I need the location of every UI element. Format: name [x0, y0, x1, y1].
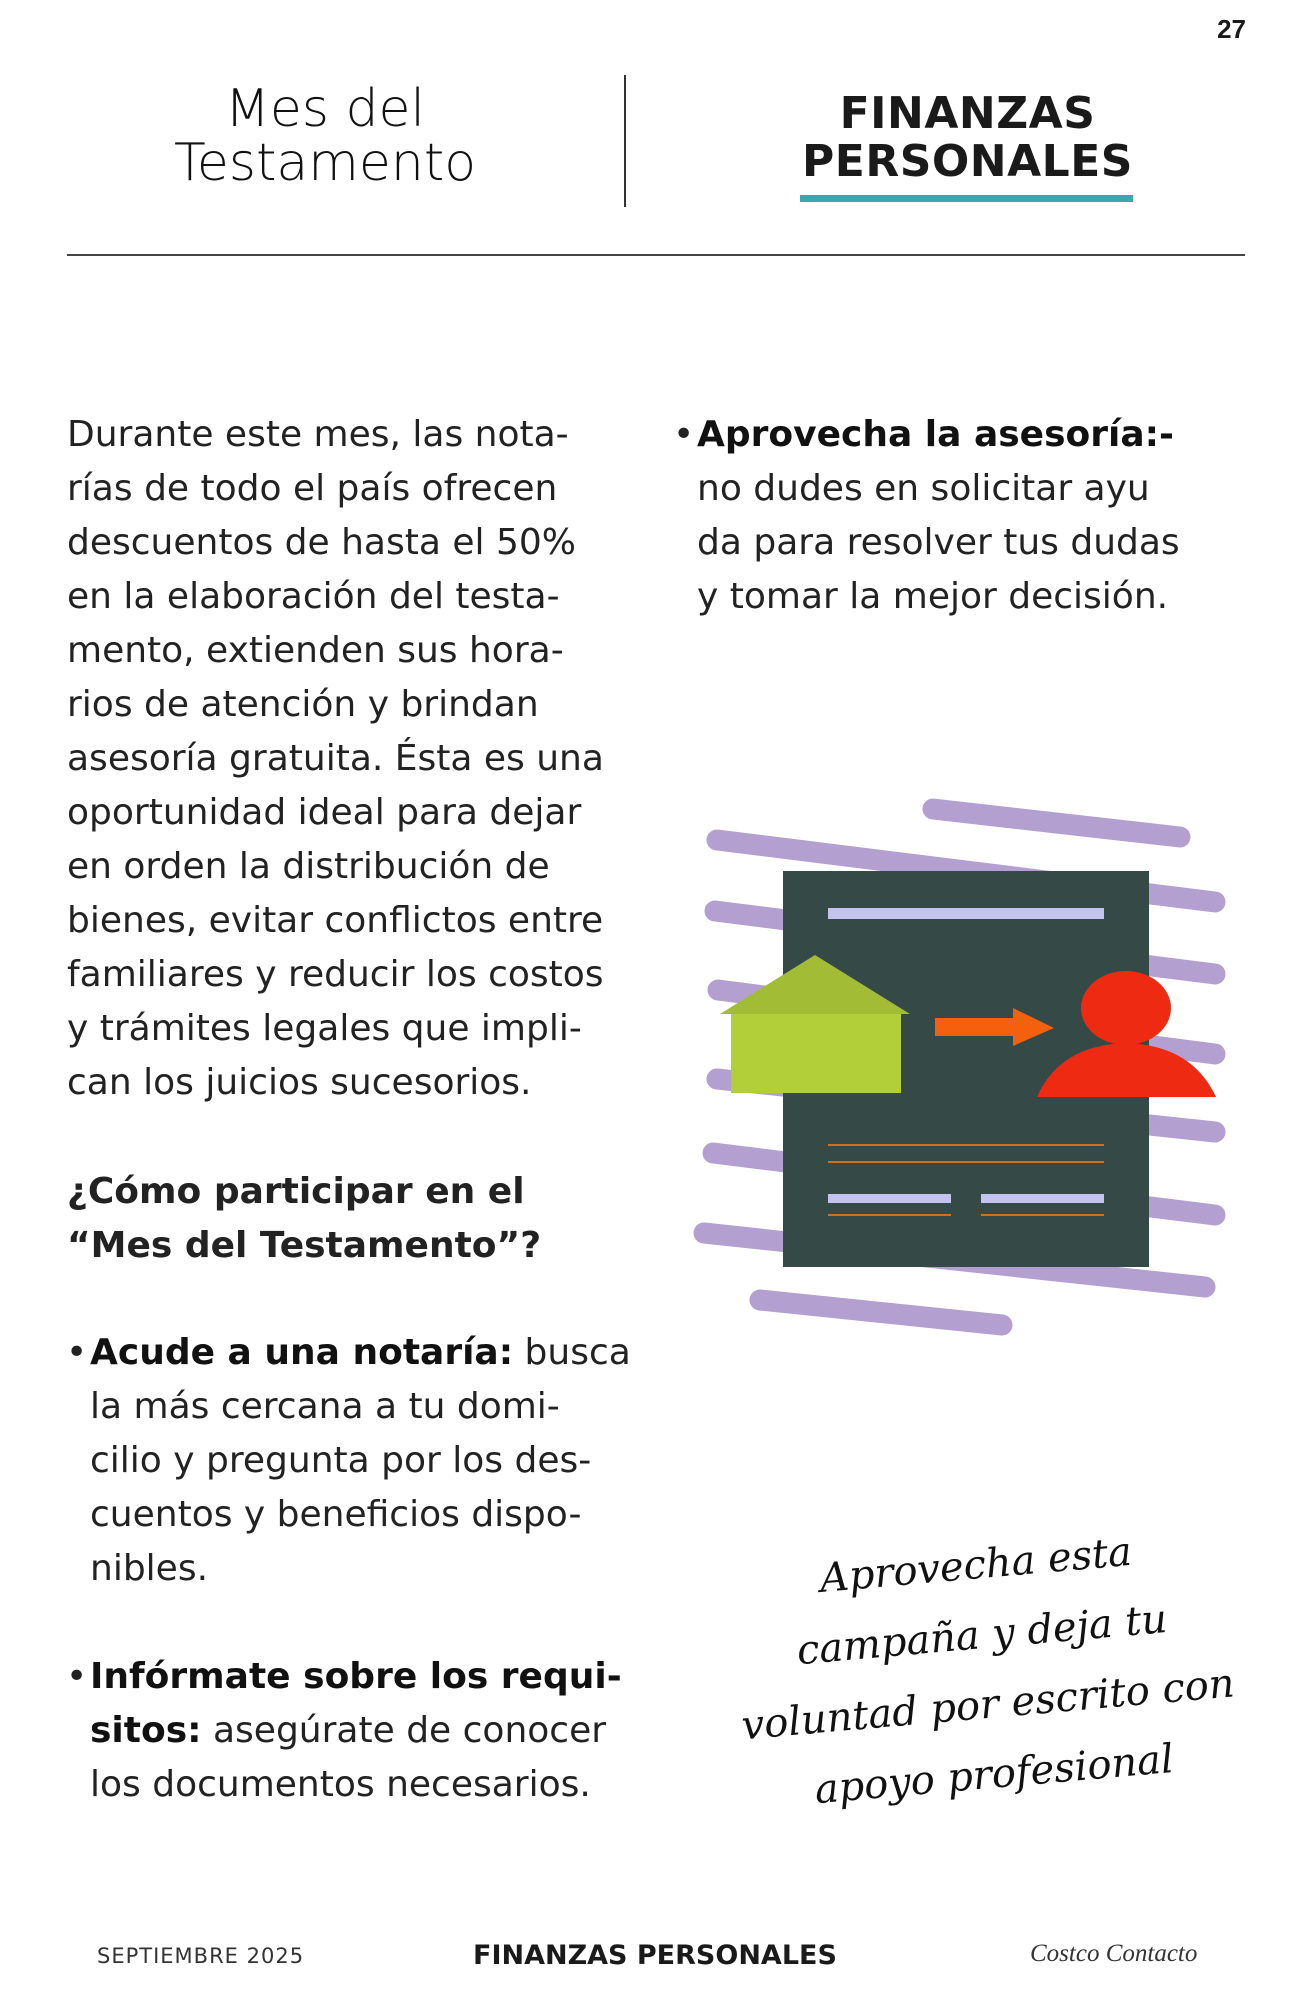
bullet-lead: sitos: — [90, 1710, 202, 1751]
subheading-line: “Mes del Testamento”? — [67, 1225, 542, 1266]
text-line: y trámites legales que impli- — [67, 1008, 582, 1049]
text-line: y tomar la mejor decisión. — [697, 576, 1169, 617]
vertical-divider — [624, 75, 626, 207]
callout-line: campaña y deja tu — [794, 1596, 1169, 1675]
text-line: da para resolver tus dudas — [697, 522, 1180, 563]
section-title — [770, 90, 1165, 186]
title-line: Mes del — [225, 79, 425, 139]
text-line: cuentos y beneficios dispo- — [90, 1494, 582, 1535]
bullet-icon: • — [66, 1332, 88, 1373]
doc-line — [981, 1194, 1104, 1203]
text-line: la más cercana a tu domi- — [90, 1386, 560, 1427]
header-divider — [67, 254, 1245, 256]
subheading — [67, 1165, 541, 1273]
footer-section: FINANZAS PERSONALES — [473, 1940, 837, 1971]
intro-paragraph — [67, 408, 604, 1110]
callout-line: Aprovecha esta — [818, 1528, 1134, 1602]
text-line: Durante este mes, las nota- — [67, 414, 569, 455]
handwritten-callout — [704, 1507, 1266, 1833]
section-title-line: PERSONALES — [802, 136, 1133, 187]
footer-date: SEPTIEMBRE 2025 — [97, 1944, 305, 1968]
text-line: los documentos necesarios. — [90, 1764, 591, 1805]
bullet-text: busca — [513, 1332, 631, 1373]
will-illustration — [680, 780, 1240, 1480]
bullet-lead: Acude a una notaría: — [90, 1332, 514, 1373]
section-underline — [800, 195, 1133, 202]
bullet-text: asegúrate de conocer — [201, 1710, 607, 1751]
section-title-line: FINANZAS — [839, 88, 1096, 139]
bullet-item — [66, 1326, 631, 1596]
bullet-lead: Aprovecha la asesoría:- — [697, 414, 1174, 455]
text-line: no dudes en solicitar ayu — [697, 468, 1150, 509]
page-number: 27 — [1217, 14, 1246, 44]
text-line: familiares y reducir los costos — [67, 954, 604, 995]
text-line: en la elaboración del testa- — [67, 576, 560, 617]
doc-line — [828, 908, 1104, 919]
callout-line: apoyo profesional — [812, 1735, 1176, 1814]
bullet-lead: Infórmate sobre los requi- — [90, 1656, 622, 1697]
text-line: asesoría gratuita. Ésta es una — [67, 738, 604, 779]
bullet-icon: • — [66, 1656, 88, 1697]
text-line: en orden la distribución de — [67, 846, 550, 887]
subheading-line: ¿Cómo participar en el — [67, 1171, 525, 1212]
bullet-item — [673, 408, 1180, 624]
footer-publication: Costco Contacto — [1030, 1940, 1198, 1967]
doc-line — [828, 1194, 951, 1203]
text-line: mento, extienden sus hora- — [67, 630, 564, 671]
text-line: rios de atención y brindan — [67, 684, 539, 725]
text-line: nibles. — [90, 1548, 209, 1589]
text-line: cilio y pregunta por los des- — [90, 1440, 592, 1481]
text-line: can los juicios sucesorios. — [67, 1062, 532, 1103]
title-line: Testamento — [173, 133, 477, 193]
bullet-item — [66, 1650, 622, 1812]
callout-line: voluntad por escrito con — [739, 1660, 1237, 1750]
text-line: oportunidad ideal para dejar — [67, 792, 582, 833]
text-line: descuentos de hasta el 50% — [67, 522, 576, 563]
article-title — [125, 79, 525, 193]
bullet-icon: • — [673, 414, 695, 455]
text-line: bienes, evitar conflictos entre — [67, 900, 604, 941]
text-line: rías de todo el país ofrecen — [67, 468, 558, 509]
